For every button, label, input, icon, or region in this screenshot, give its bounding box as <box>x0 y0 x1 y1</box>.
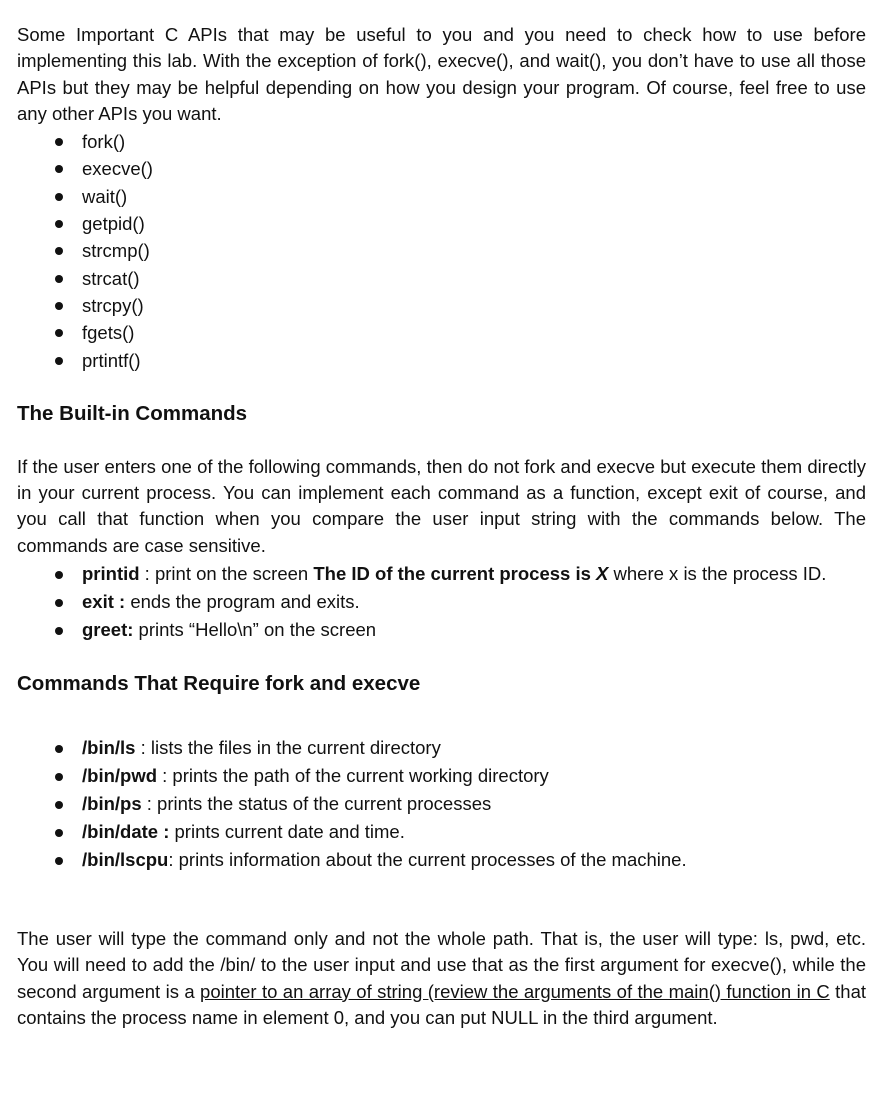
command-name: /bin/date : <box>82 821 170 843</box>
list-item: wait() <box>17 183 866 210</box>
command-item <box>17 846 866 874</box>
command-name: /bin/ps <box>82 793 142 815</box>
command-name: /bin/pwd <box>82 765 158 787</box>
fork-command-list <box>17 734 866 874</box>
list-item: getpid() <box>17 210 866 237</box>
command-item-exit <box>17 588 866 616</box>
command-item <box>17 790 866 818</box>
api-list <box>17 128 866 374</box>
builtin-paragraph: If the user enters one of the following commands, then do not fork and execve but execute them directly in your current process. You can implement each command as a function, except exit of course, and you call that function when you compare the user input string with the commands below. The commands are case sensitive. <box>17 455 866 556</box>
list-item: strcat() <box>17 265 866 292</box>
list-item: strcmp() <box>17 237 866 264</box>
command-item <box>17 762 866 790</box>
command-name: greet: <box>82 619 134 641</box>
command-desc: prints “Hello\n” on the screen <box>133 619 377 641</box>
command-desc-rest: where x is the process ID. <box>608 563 827 585</box>
underlined-reference: pointer to an array of string (review the arguments of the main() function in C <box>200 980 830 1002</box>
command-item <box>17 734 866 762</box>
command-desc: prints current date and time. <box>169 821 405 843</box>
list-item: fgets() <box>17 319 866 346</box>
final-paragraph <box>17 926 866 1031</box>
command-name: printid <box>82 563 140 585</box>
list-item: fork() <box>17 128 866 155</box>
list-item: execve() <box>17 155 866 182</box>
command-output-text: The ID of the current process is <box>313 563 597 585</box>
command-item <box>17 818 866 846</box>
final-text-end: that contains the process name in element 0, and you can put NULL in the third argument. <box>17 980 866 1028</box>
fork-heading: Commands That Require fork and execve <box>17 672 421 696</box>
command-item-greet <box>17 616 866 644</box>
command-output-var: X <box>596 563 609 585</box>
command-item-printid <box>17 560 866 588</box>
command-name: exit : <box>82 591 126 613</box>
builtin-command-list <box>17 560 866 644</box>
command-desc: ends the program and exits. <box>125 591 360 613</box>
intro-paragraph: Some Important C APIs that may be useful to you and you need to check how to use before implementing this lab. With the exception of fork(), execve(), and wait(), you don’t have to use all those APIs but they may be helpful depending on how you design your program. Of course, feel free to use any other APIs you want. <box>17 24 866 124</box>
command-name: /bin/ls <box>82 737 136 759</box>
command-desc: : print on the screen <box>139 563 314 585</box>
command-desc: : lists the files in the current directory <box>135 737 441 759</box>
list-item: strcpy() <box>17 292 866 319</box>
list-item: prtintf() <box>17 347 866 374</box>
builtin-heading: The Built-in Commands <box>17 401 248 425</box>
command-desc: : prints the path of the current working directory <box>157 765 549 787</box>
final-text-start: The user will type the command only and not the whole path. That is, the user will type: ls, pwd, etc. You will need to add the /bin/ to the user input and use that as the first argument for execve(), while the second argument is a <box>17 928 866 1002</box>
document-page <box>17 22 866 1031</box>
command-desc: : prints the status of the current processes <box>141 793 492 815</box>
command-name: /bin/lscpu <box>82 849 169 871</box>
command-desc: : prints information about the current processes of the machine. <box>168 849 687 871</box>
